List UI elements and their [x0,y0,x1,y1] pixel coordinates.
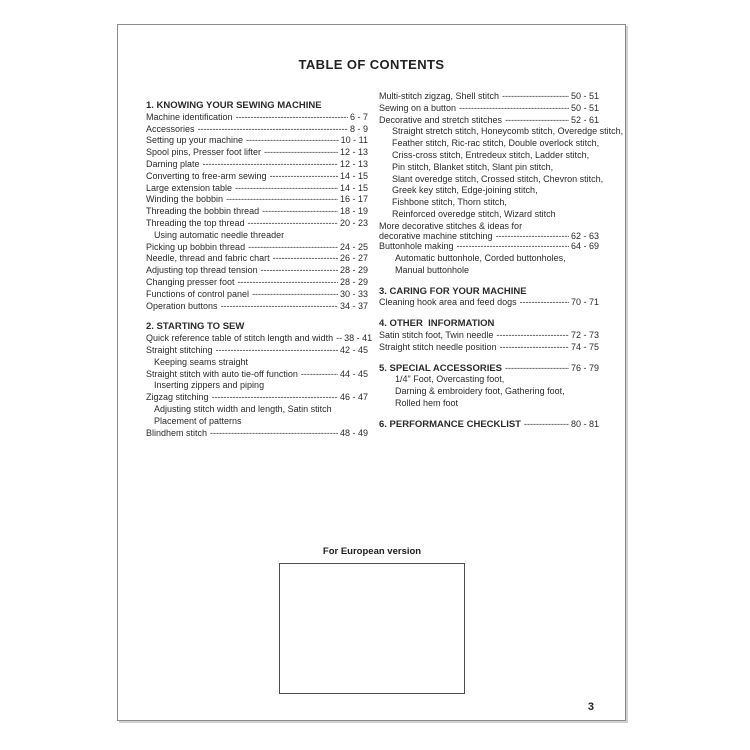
dash-leader [336,333,342,345]
toc-entry-label: Multi-stitch zigzag, Shell stitch [379,91,500,101]
toc-entry [146,321,368,333]
dash-leader [500,342,569,354]
toc-entry [146,112,368,124]
toc-entry [379,241,599,253]
dash-leader [502,91,569,103]
toc-entry [379,231,599,241]
toc-entry-pages: 14 - 15 [339,170,368,181]
toc-entry [146,416,368,428]
toc-entry-pages: 18 - 19 [339,206,368,217]
dash-leader [496,231,569,241]
toc-entry-pages: 16 - 17 [339,194,368,205]
toc-entry [379,286,599,298]
toc-entry-label: 4. OTHER INFORMATION [379,318,495,330]
toc-entry [379,419,599,431]
toc-entry [146,333,373,345]
toc-entry [379,398,599,410]
toc-entry [379,103,599,115]
toc-entry-label: Reinforced overedge stitch, Wizard stitch [392,208,556,219]
toc-entry [379,138,599,150]
dash-leader [273,253,338,265]
toc-entry [379,330,599,342]
toc-entry-label: Accessories [146,123,195,134]
dash-leader [235,183,338,195]
toc-entry [379,342,599,354]
dash-leader [520,297,569,309]
toc-entry-pages: 52 - 61 [570,114,599,125]
toc-entry [146,183,368,195]
dash-leader [248,242,338,254]
toc-entry-label: Functions of control panel [146,288,250,299]
toc-entry-label: Placement of patterns [154,415,242,426]
toc-entry [146,159,368,171]
dash-leader [210,428,338,440]
toc-entry [379,173,604,186]
toc-entry-pages: 62 - 63 [570,230,599,241]
toc-entry-label: Feather stitch, Ric-rac stitch, Double overlock stitch, [392,138,600,149]
toc-entry-pages: 48 - 49 [339,427,368,438]
dash-leader [248,218,338,230]
toc-entry-pages: 10 - 11 [340,135,368,146]
toc-entry-label: Sewing on a button [379,102,457,113]
toc-entry-label: Using automatic needle threader [154,229,285,240]
toc-entry [146,301,368,313]
toc-entry-pages: 70 - 71 [570,297,599,308]
dash-leader [226,194,338,206]
toc-entry [146,194,368,206]
toc-entry-label: Automatic buttonhole, Corded buttonholes, [395,252,566,263]
toc-entry [146,253,368,265]
toc-entry-pages: 12 - 13 [339,158,368,169]
dash-leader [238,277,338,289]
dash-leader [505,363,569,375]
toc-entry-label: Straight stitch needle position [379,341,497,352]
toc-entry [379,297,599,309]
toc-entry-label: Spool pins, Presser foot lifter [146,147,262,158]
toc-entry [146,277,368,289]
toc-entry-label: More decorative stitches & ideas for [379,220,523,231]
toc-entry-pages: 46 - 47 [339,392,368,403]
toc-entry [146,218,368,230]
dash-leader [457,241,569,253]
toc-entry [379,91,599,103]
dash-leader [221,301,338,313]
toc-entry-pages: 28 - 29 [339,265,368,276]
toc-entry-label: 6. PERFORMANCE CHECKLIST [379,418,521,430]
toc-entry [146,265,368,277]
toc-entry-label: Pin stitch, Blanket stitch, Slant pin stitch, [392,161,554,172]
toc-entry-label: Manual buttonhole [395,264,470,275]
toc-entry-label: Greek key stitch, Edge-joining stitch, [392,185,538,196]
toc-entry [379,185,599,197]
dash-leader [264,147,338,159]
toc-entry-label: Rolled hem foot [395,397,459,408]
toc-entry [146,404,368,416]
toc-entry [146,380,368,392]
dash-leader [301,369,338,381]
toc-entry-label: Slant overedge stitch, Crossed stitch, Chevron stitch, [392,173,604,184]
toc-entry [146,230,368,242]
toc-entry-pages: 34 - 37 [339,300,368,311]
toc-entry-label: Winding the bobbin [146,194,224,205]
toc-entry-label: Fishbone stitch, Thorn stitch, [392,197,507,208]
toc-entry-label: Picking up bobbin thread [146,241,246,252]
toc-entry-label: Straight stretch stitch, Honeycomb stitch, Overedge stitch, [392,126,624,137]
toc-entry [379,209,599,221]
toc-entry [379,265,599,277]
toc-entry [146,242,368,254]
toc-entry [146,147,368,159]
toc-entry-pages: 50 - 51 [570,102,599,113]
toc-entry-label: Straight stitch with auto tie-off function [146,368,298,379]
dash-leader [496,330,569,342]
dash-leader [216,345,338,357]
toc-entry-label: 3. CARING FOR YOUR MACHINE [379,285,527,297]
toc-entry [379,126,624,138]
toc-entry-pages: 38 - 41 [344,333,373,344]
toc-entry-label: Changing presser foot [146,276,235,287]
toc-entry-pages: 30 - 33 [339,288,368,299]
toc-entry-pages: 44 - 45 [339,368,368,379]
toc-entry-label: Blindhem stitch [146,427,208,438]
dash-leader [236,112,348,124]
toc-entry-label: Buttonhole making [379,241,454,252]
toc-entry-pages: 8 - 9 [349,123,368,134]
toc-entry-label: Darning & embroidery foot, Gathering foot, [395,386,565,397]
toc-entry-label: Adjusting stitch width and length, Satin stitch [154,403,332,414]
toc-entry-label: Decorative and stretch stitches [379,114,503,125]
toc-right-column [379,91,624,439]
toc-entry-label: Machine identification [146,111,233,122]
toc-entry [146,428,368,440]
toc-entry-pages: 24 - 25 [339,241,368,252]
toc-entry [146,124,368,136]
toc-entry-label: decorative machine stitching [379,230,493,241]
toc-entry [379,115,599,127]
toc-entry [146,369,368,381]
toc-entry-pages: 26 - 27 [339,253,368,264]
toc-entry-pages: 50 - 51 [570,91,599,101]
toc-columns [146,91,624,439]
toc-entry [146,135,368,147]
toc-entry-pages: 72 - 73 [570,329,599,340]
toc-entry [146,345,368,357]
page-number: 3 [587,701,594,713]
toc-entry-label: Darning plate [146,158,200,169]
dash-leader [246,135,339,147]
toc-entry [379,318,599,330]
page-title: TABLE OF CONTENTS [298,57,445,72]
toc-entry-label: Needle, thread and fabric chart [146,253,270,264]
toc-entry-label: 1. KNOWING YOUR SEWING MACHINE [146,100,322,111]
toc-entry [146,100,368,112]
toc-entry-label: Criss-cross stitch, Entredeux stitch, Ladder stitch, [392,149,590,160]
toc-entry-label: 1/4" Foot, Overcasting foot, [395,374,505,385]
dash-leader [459,103,569,115]
toc-entry [146,392,368,404]
toc-entry [379,363,599,375]
toc-entry-label: Setting up your machine [146,135,244,146]
toc-entry [146,206,368,218]
dash-leader [252,289,338,301]
dash-leader [270,171,338,183]
toc-entry [379,374,599,386]
toc-entry-label: Threading the bobbin thread [146,206,260,217]
toc-entry-pages: 76 - 79 [570,362,599,373]
toc-entry [379,253,599,265]
toc-entry-pages: 20 - 23 [339,217,368,228]
toc-entry-label: Zigzag stitching [146,392,209,403]
toc-entry-label: 5. SPECIAL ACCESSORIES [379,362,503,374]
specifications-box [279,563,465,694]
dash-leader [261,265,338,277]
toc-entry-label: Inserting zippers and piping [154,380,265,391]
toc-entry-label: Keeping seams straight [154,356,249,367]
toc-entry-label: Threading the top thread [146,217,245,228]
toc-entry-label: 2. STARTING TO SEW [146,321,245,333]
toc-entry-pages: 64 - 69 [570,241,599,252]
toc-entry-label: Adjusting top thread tension [146,265,258,276]
manual-page [117,24,626,721]
toc-entry-label: Converting to free-arm sewing [146,170,267,181]
toc-entry-pages: 6 - 7 [349,111,368,122]
toc-entry-label: Quick reference table of stitch length and width [146,333,334,344]
dash-leader [524,419,569,431]
toc-entry-pages: 14 - 15 [339,182,368,193]
toc-entry [146,289,368,301]
toc-entry [379,162,599,174]
toc-entry [146,171,368,183]
toc-entry-pages: 12 - 13 [339,147,368,158]
dash-leader [198,124,348,136]
toc-entry-label: Cleaning hook area and feed dogs [379,297,517,308]
toc-entry-label: Satin stitch foot, Twin needle [379,329,494,340]
toc-entry-pages: 42 - 45 [339,344,368,355]
toc-entry-label: Operation buttons [146,300,218,311]
dash-leader [262,206,338,218]
toc-left-column [146,91,373,439]
toc-entry [379,197,599,209]
toc-entry-label: Large extension table [146,182,233,193]
toc-entry [146,357,368,369]
toc-entry-label: Straight stitching [146,344,213,355]
toc-entry [379,150,599,162]
european-version-heading: For European version [322,546,422,557]
dash-leader [203,159,338,171]
toc-entry-pages: 80 - 81 [570,418,599,429]
dash-leader [212,392,338,404]
toc-entry-pages: 74 - 75 [570,341,599,352]
dash-leader [505,115,569,127]
toc-entry [379,221,599,231]
toc-entry [379,386,599,398]
toc-entry-pages: 28 - 29 [339,276,368,287]
